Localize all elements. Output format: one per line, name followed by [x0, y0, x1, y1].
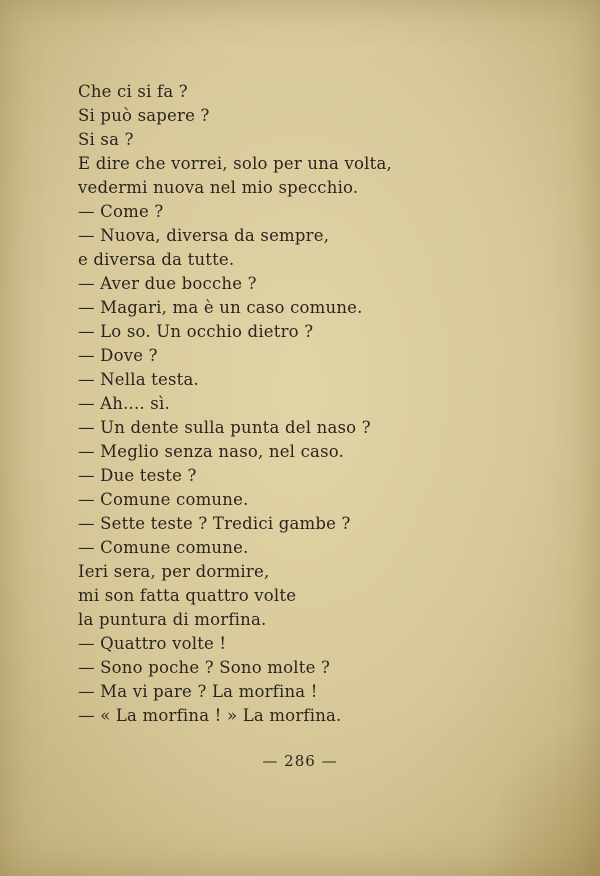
- page-number: — 286 —: [262, 752, 338, 770]
- poem-line: — Sono poche ? Sono molte ?: [78, 658, 331, 677]
- poem-text: [78, 80, 578, 728]
- poem-line: — Due teste ?: [78, 466, 197, 485]
- poem-line: — Comune comune.: [78, 490, 249, 509]
- poem-line: — Nella testa.: [78, 370, 199, 389]
- poem-line: — Un dente sulla punta del naso ?: [78, 418, 371, 437]
- poem-line: — Lo so. Un occhio dietro ?: [78, 322, 314, 341]
- poem-line: — « La morfina ! » La morfina.: [78, 706, 342, 725]
- poem-line: — Sette teste ? Tredici gambe ?: [78, 514, 351, 533]
- poem-line: e diversa da tutte.: [78, 250, 235, 269]
- poem-line: Si può sapere ?: [78, 106, 210, 125]
- poem-line: — Dove ?: [78, 346, 158, 365]
- poem-line: — Magari, ma è un caso comune.: [78, 298, 363, 317]
- poem-line: Che ci si fa ?: [78, 82, 188, 101]
- poem-line: Si sa ?: [78, 130, 134, 149]
- poem-line: — Come ?: [78, 202, 164, 221]
- poem-line: — Meglio senza naso, nel caso.: [78, 442, 345, 461]
- poem-line: Ieri sera, per dormire,: [78, 562, 270, 581]
- poem-line: — Quattro volte !: [78, 634, 227, 653]
- poem-line: vedermi nuova nel mio specchio.: [78, 178, 359, 197]
- poem-line: — Ah.... sì.: [78, 394, 170, 413]
- poem-line: — Aver due bocche ?: [78, 274, 257, 293]
- poem-line: la puntura di morfina.: [78, 610, 267, 629]
- poem-line: — Comune comune.: [78, 538, 249, 557]
- poem-line: E dire che vorrei, solo per una volta,: [78, 154, 392, 173]
- poem-line: — Ma vi pare ? La morfina !: [78, 682, 318, 701]
- paper-stain: [480, 716, 600, 876]
- poem-line: mi son fatta quattro volte: [78, 586, 297, 605]
- poem-line: — Nuova, diversa da sempre,: [78, 226, 330, 245]
